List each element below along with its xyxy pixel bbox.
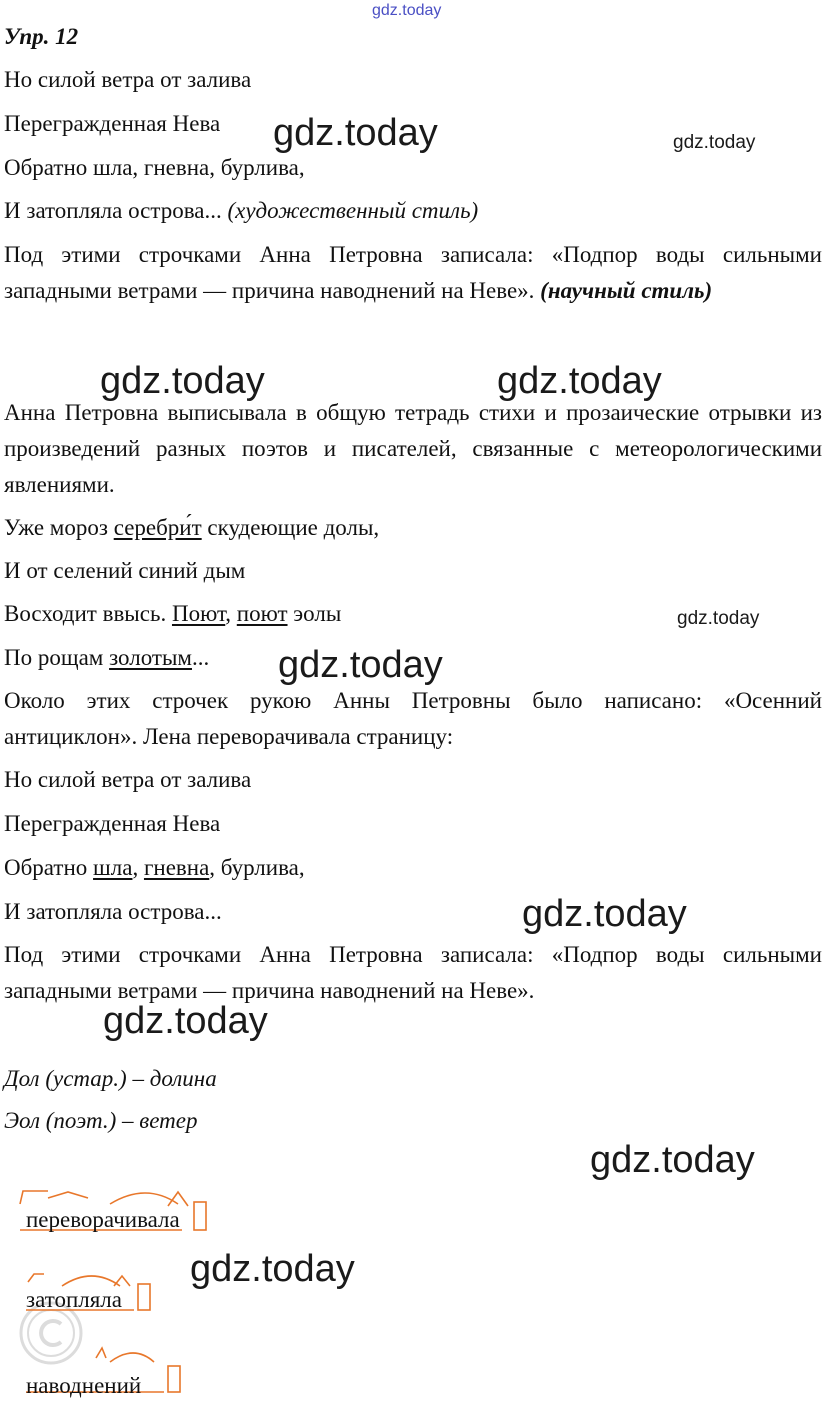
poem-line: Обратно шла, гневна, бурлива, [4,155,305,180]
paragraph: Анна Петровна выписывала в общую тетрадь стихи и прозаические отрывки из произведений разных поэтов и писателей, связанные с метеорологическими явлениями. [4,400,822,497]
watermark: gdz.today [673,132,756,153]
parsed-word: затопляла [26,1287,122,1312]
text: скудеющие долы, [201,515,380,540]
style-label: (научный стиль) [540,278,713,303]
paragraph: Около этих строчек рукою Анны Петровны было написано: «Осенний антициклон». Лена переворачивала страницу: [4,688,822,749]
underlined-word: Поют [171,601,226,626]
underlined-word: золотым [109,645,192,670]
style-label: (художественный стиль) [227,198,479,223]
watermark: gdz.today [278,644,443,686]
text: По рощам [4,645,110,670]
underlined-word: поют [236,601,288,626]
text: Восходит ввысь. [4,601,172,626]
parsed-word: переворачивала [26,1207,180,1232]
poem-line-text: И затопляла острова... [4,198,222,223]
watermark-top: gdz.today [372,2,442,19]
poem-line: И затопляла острова... [4,899,222,924]
poem-line [4,645,209,671]
parsed-word: наводнений [26,1373,142,1398]
text: ... [191,645,210,670]
poem-line: И от селений синий дым [4,558,246,583]
watermark: gdz.today [590,1139,755,1181]
underlined-word: шла [93,855,133,880]
watermark: gdz.today [100,360,265,402]
text: , [225,601,237,626]
underlined-word: серебри́т [113,515,202,540]
exercise-heading: Упр. 12 [4,24,79,49]
paragraph: Под этими строчками Анна Петровна записала: «Подпор воды сильными западными ветрами — причина наводнений на Неве». [4,942,822,1003]
text: , [132,855,144,880]
gloss-item: Эол (поэт.) – ветер [4,1108,198,1133]
text: эолы [287,601,342,626]
poem-line: Но силой ветра от залива [4,67,252,92]
poem-line [4,515,379,541]
poem-line [4,198,478,224]
text: Обратно [4,855,94,880]
watermark: gdz.today [190,1248,355,1290]
text: Уже мороз [4,515,114,540]
underlined-word: гневна [143,855,210,880]
watermark: gdz.today [273,112,438,154]
gloss-item: Дол (устар.) – долина [4,1066,217,1091]
watermark: gdz.today [103,1000,268,1042]
watermark: gdz.today [497,360,662,402]
text: , бурлива, [209,855,305,880]
watermark: gdz.today [677,608,760,629]
poem-line: Перегражденная Нева [4,111,221,136]
poem-line [4,601,341,627]
poem-line: Перегражденная Нева [4,811,221,836]
paragraph-text: Под этими строчками Анна Петровна записала: «Подпор воды сильными западными ветрами — причина наводнений на Неве». [4,242,822,303]
paragraph [4,237,822,309]
watermark: gdz.today [522,893,687,935]
poem-line [4,855,305,881]
poem-line: Но силой ветра от залива [4,767,252,792]
